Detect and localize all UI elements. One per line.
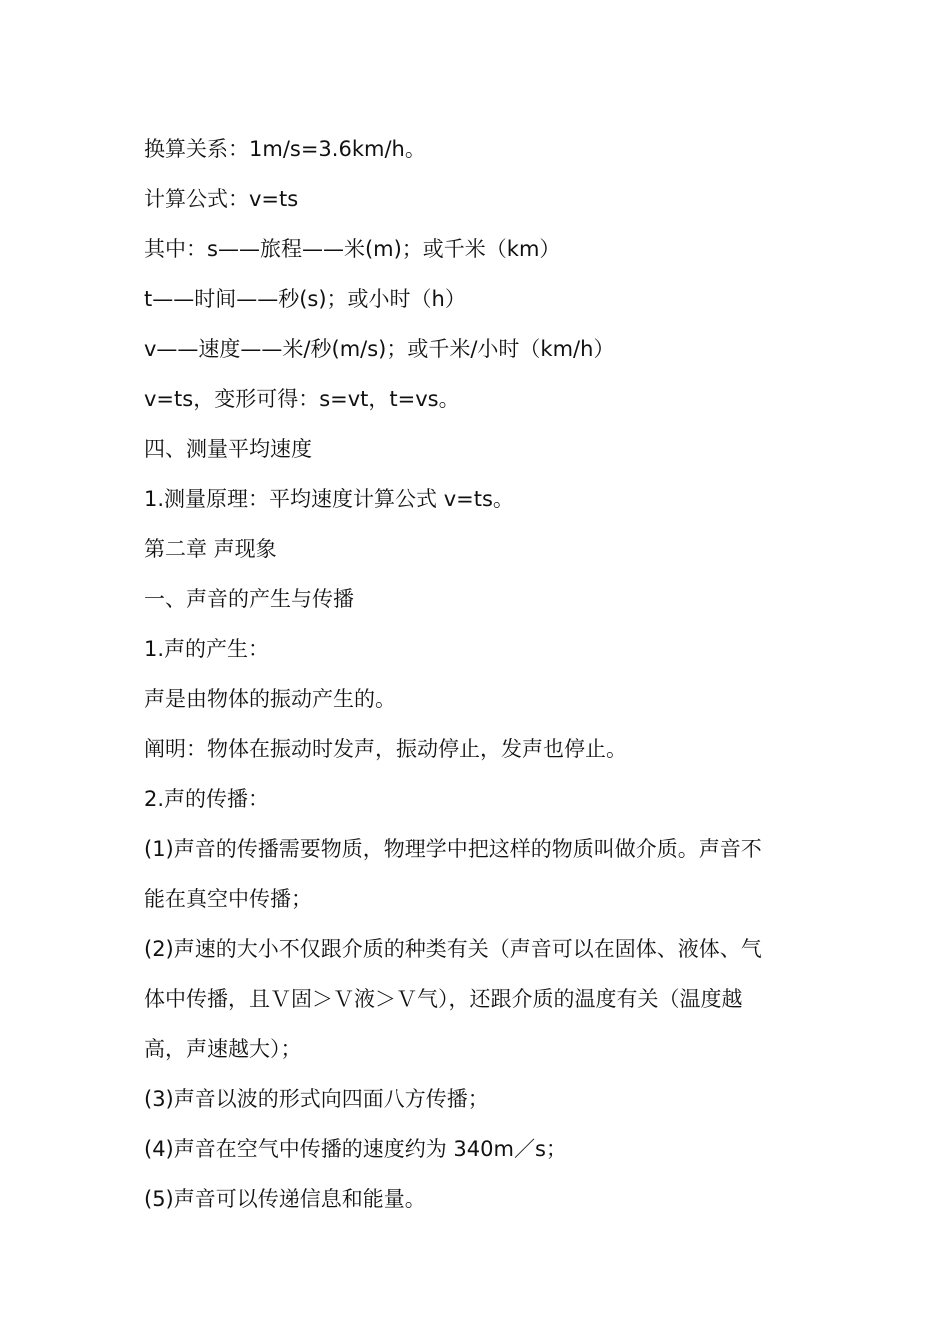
text-line-measure-principle: 1.测量原理：平均速度计算公式 v=ts。 [144,487,514,511]
text-line-speed-factors-cont: 体中传播，且Ｖ固＞Ｖ液＞Ｖ气），还跟介质的温度有关（温度越 [144,987,743,1011]
text-line-explanation: 阐明：物体在振动时发声，振动停止，发声也停止。 [144,737,627,761]
text-line-vibration: 声是由物体的振动产生的。 [144,687,396,711]
text-line-wave: (3)声音以波的形式向四面八方传播； [144,1087,489,1111]
text-line-medium-cont: 能在真空中传播； [144,887,312,911]
text-line-speed-factors-end: 高，声速越大）； [144,1037,302,1061]
section-heading-sound-production: 一、声音的产生与传播 [144,587,354,611]
text-line-information-energy: (5)声音可以传递信息和能量。 [144,1187,426,1211]
text-line-conversion: 换算关系：1m/s=3.6km/h。 [144,137,426,161]
section-heading-average-speed: 四、测量平均速度 [144,437,312,461]
text-line-formula: 计算公式：v=ts [144,187,299,211]
text-line-speed-factors: (2)声速的大小不仅跟介质的种类有关（声音可以在固体、液体、气 [144,937,762,961]
text-line-distance-unit: 其中：s——旅程——米(m)；或千米（km） [144,237,561,261]
text-line-formula-variants: v=ts，变形可得：s=vt，t=vs。 [144,387,460,411]
subheading-sound-propagation: 2.声的传播： [144,787,270,811]
text-line-speed-unit: v——速度——米/秒(m/s)；或千米/小时（km/h） [144,337,615,361]
text-line-medium: (1)声音的传播需要物质，物理学中把这样的物质叫做介质。声音不 [144,837,762,861]
subheading-sound-production: 1.声的产生： [144,637,270,661]
chapter-heading-sound: 第二章 声现象 [144,537,277,561]
text-line-air-speed: (4)声音在空气中传播的速度约为 340m／s； [144,1137,567,1161]
document-body [144,124,814,1224]
text-line-time-unit: t——时间——秒(s)；或小时（h） [144,287,466,311]
